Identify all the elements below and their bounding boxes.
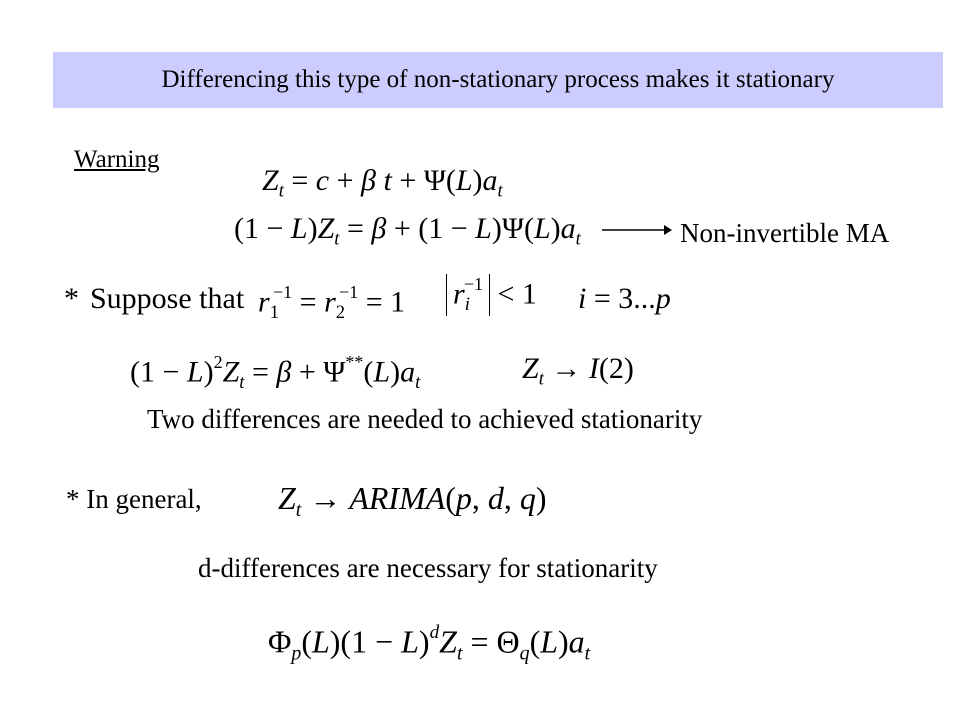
- two-differences-text: Two differences are needed to achieved stationarity: [147, 404, 703, 434]
- title-banner: [53, 52, 943, 108]
- equation-arima: $Z_t$ → ARIMA(p, d, q): [278, 480, 547, 521]
- equation-trend-model: $Z_t = c + \beta$ $t + \Psi(L)a_t$: [262, 164, 503, 202]
- equation-differenced-trend: $(1 - L)Z_t = \beta + (1 - L)\Psi(L)a_t$: [234, 212, 581, 250]
- equation-index-range: i = 3...p: [578, 282, 671, 315]
- arrow-right-icon: [602, 222, 672, 238]
- equation-other-roots: $r_i^{-1} < 1$: [446, 274, 537, 316]
- warning-label: Warning: [74, 146, 160, 173]
- banner-text: Differencing this type of non-stationary process makes it stationary: [161, 66, 835, 93]
- non-invertible-label: Non-invertible MA: [680, 218, 890, 248]
- d-differences-text: d-differences are necessary for stationarity: [198, 553, 658, 583]
- suppose-star: *: [64, 282, 79, 315]
- in-general-text: * In general,: [66, 484, 202, 514]
- equation-unit-roots: $r_1^{-1} = r_2^{-1} = 1$: [258, 282, 406, 323]
- equation-integrated-order: $Z_t \to I(2)$: [522, 352, 634, 390]
- suppose-text: Suppose that: [90, 282, 245, 315]
- equation-arima-general: $\Phi_p(L)(1 - L)^dZ_t = \Theta_q(L)a_t$: [268, 622, 591, 665]
- equation-second-difference: $(1 - L)^2Z_t = \beta + \Psi^{**}(L)a_t$: [130, 352, 421, 393]
